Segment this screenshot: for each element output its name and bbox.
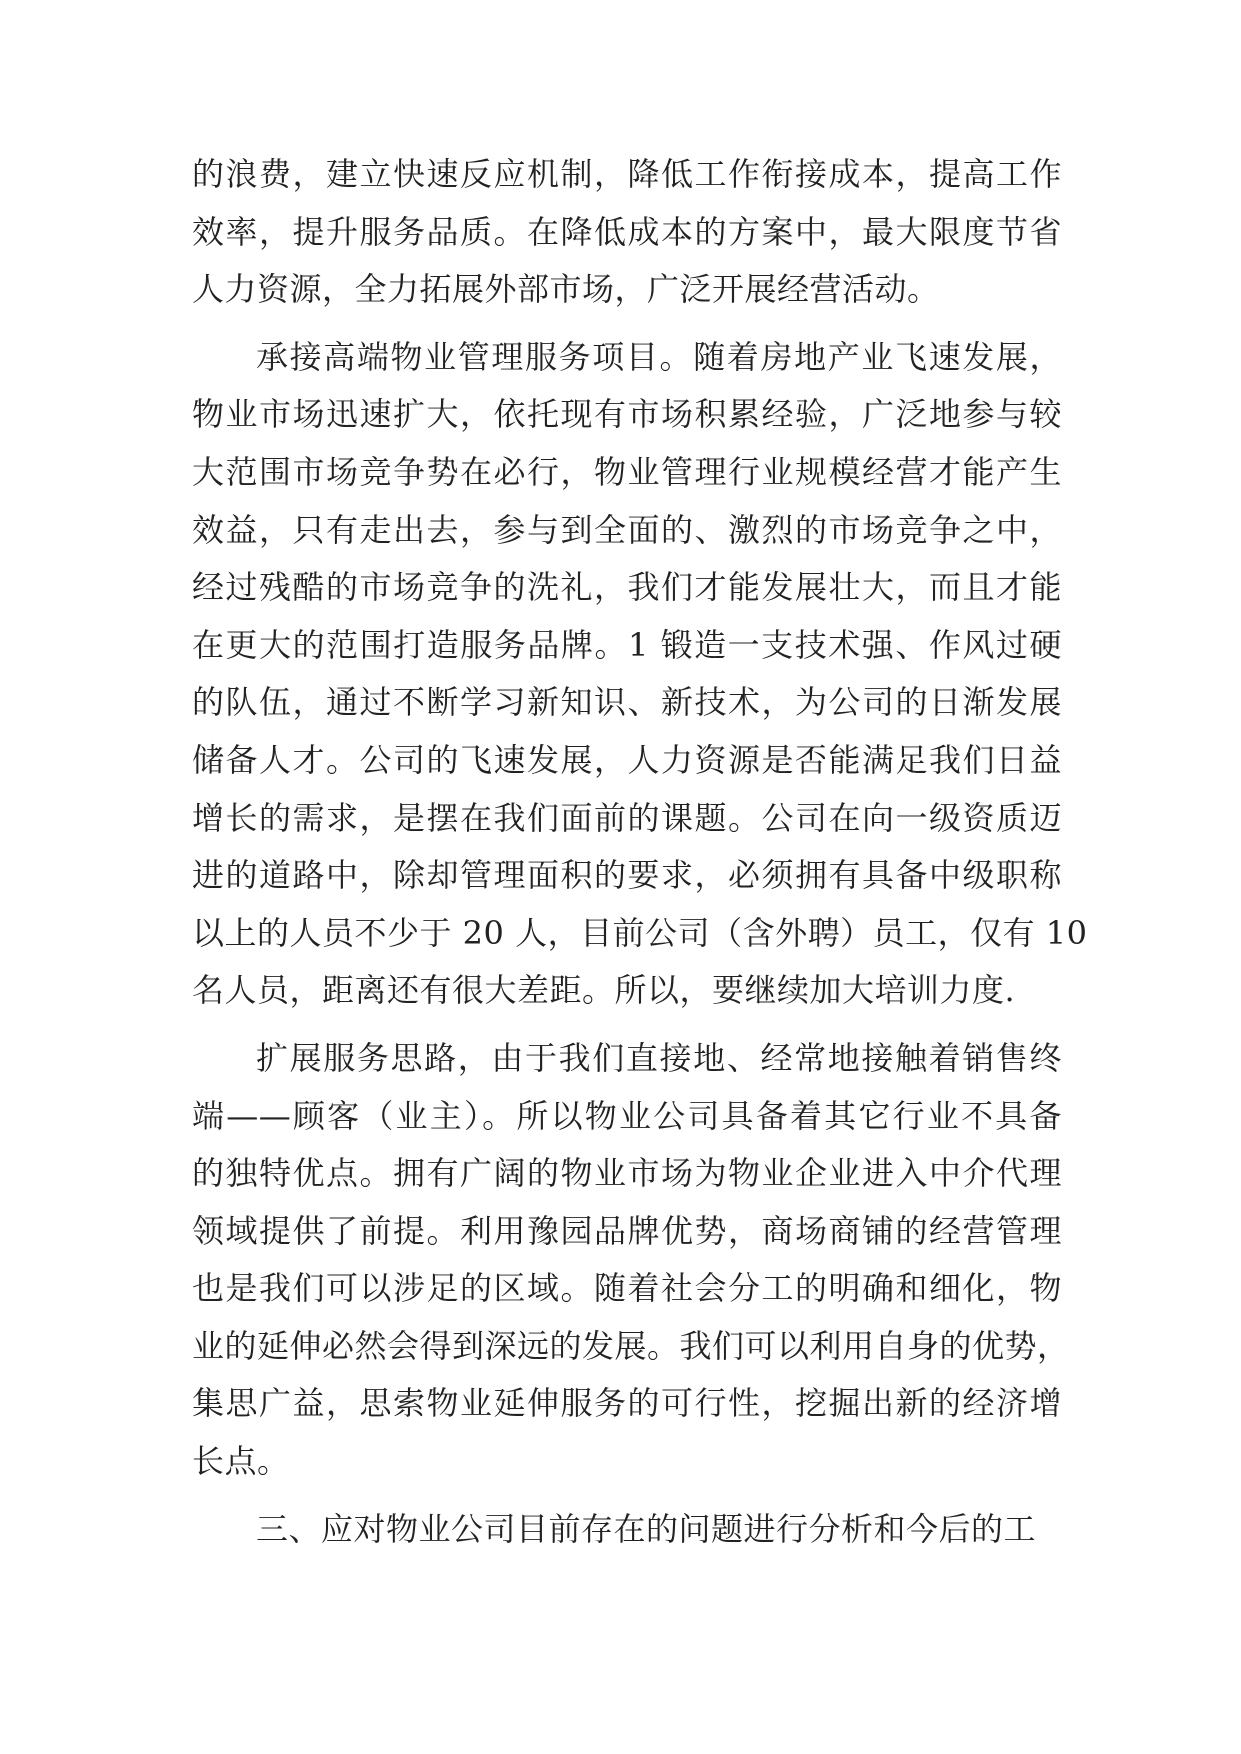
text-line: 业的延伸必然会得到深远的发展。我们可以利用自身的优势，: [192, 1326, 1070, 1365]
text-line: 的队伍，通过不断学习新知识、新技术，为公司的日渐发展: [192, 683, 1062, 722]
text-line: 大范围市场竞争势在必行，物业管理行业规模经营才能产生: [192, 452, 1062, 491]
text-line: 经过残酷的市场竞争的洗礼，我们才能发展壮大，而且才能: [192, 568, 1062, 607]
text-line: 的独特优点。拥有广阔的物业市场为物业企业进入中介代理: [192, 1154, 1062, 1193]
text-line: 的浪费，建立快速反应机制，降低工作衔接成本，提高工作: [192, 155, 1062, 193]
text-line: 效益，只有走出去，参与到全面的、激烈的市场竞争之中，: [192, 510, 1062, 549]
text-line: 增长的需求，是摆在我们面前的课题。公司在向一级资质迈: [192, 798, 1062, 837]
text-line: 领域提供了前提。利用豫园品牌优势，商场商铺的经营管理: [192, 1211, 1062, 1250]
text-line: 端——顾客（业主）。所以物业公司具备着其它行业不具备: [192, 1096, 1062, 1135]
text-line: 在更大的范围打造服务品牌。1 锻造一支技术强、作风过硬: [192, 625, 1062, 664]
paragraph: [192, 329, 1088, 1020]
text-line: 名人员，距离还有很大差距。所以，要继续加大培训力度.: [192, 971, 1016, 1010]
paragraph: [192, 146, 1062, 319]
text-line: 长点。: [192, 1442, 290, 1481]
text-line: 物业市场迅速扩大，依托现有市场积累经验，广泛地参与较: [192, 395, 1062, 434]
text-line: 三、应对物业公司目前存在的问题进行分析和今后的工: [256, 1509, 1037, 1548]
text-line: 扩展服务思路，由于我们直接地、经常地接触着销售终: [256, 1038, 1062, 1077]
text-line: 人力资源，全力拓展外部市场，广泛开展经营活动。: [192, 270, 940, 309]
text-line: 也是我们可以涉足的区域。随着社会分工的明确和细化，物: [192, 1269, 1062, 1308]
text-line: 以上的人员不少于 20 人，目前公司（含外聘）员工，仅有 10: [192, 913, 1088, 952]
text-line: 效率，提升服务品质。在降低成本的方案中，最大限度节省: [192, 212, 1062, 251]
text-line: 储备人才。公司的飞速发展，人力资源是否能满足我们日益: [192, 740, 1062, 779]
text-line: 承接高端物业管理服务项目。随着房地产业飞速发展，: [256, 337, 1062, 376]
body-text: [192, 146, 1088, 1568]
paragraph: [192, 1501, 1062, 1559]
text-line: 集思广益，思索物业延伸服务的可行性，挖掘出新的经济增: [192, 1384, 1062, 1423]
text-line: 进的道路中，除却管理面积的要求，必须拥有具备中级职称: [192, 856, 1062, 895]
paragraph: [192, 1030, 1070, 1491]
